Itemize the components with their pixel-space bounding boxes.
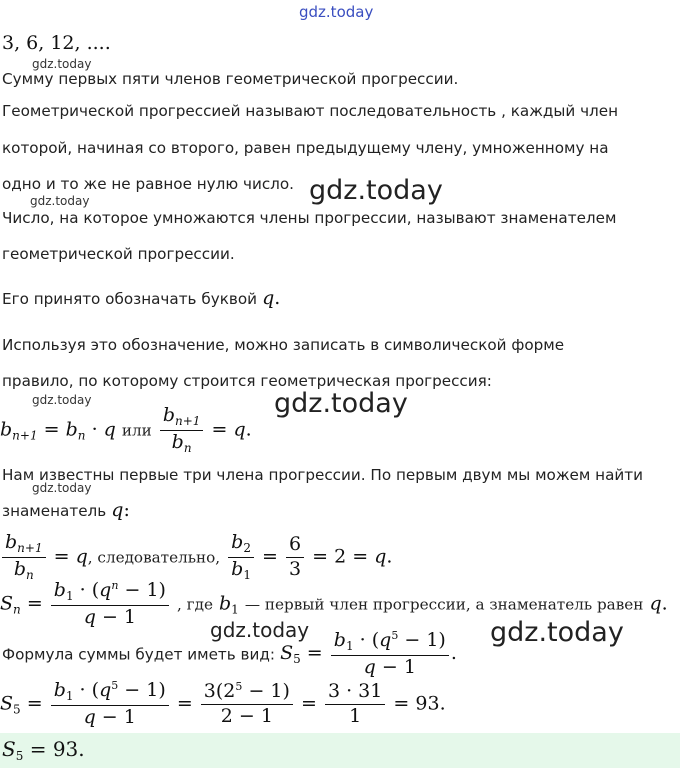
paragraph-line: Нам известны первые три члена прогрессии. По первым двум мы можем найти [2,466,643,484]
sum-formula: $S_n$ = $\frac{b_1 \cdot (q^n - 1)}{q - 1}$ , где $b_1$ — первый член прогрессии, а знаменатель равен q. [0,579,668,628]
where-text: , где [177,595,213,614]
s5-fraction: $\frac{b_1 \cdot (q^5 - 1)}{q - 1}$ [331,630,449,679]
six-three-fraction: $\frac{6}{3}$ [286,534,304,581]
consequently-text: , следовательно, [87,548,221,567]
calc-fraction-1: $\frac{b_1 \cdot (q^5 - 1)}{q - 1}$ [51,680,169,729]
answer-value: = 93. [29,737,85,761]
paragraph-line: правило, по которому строится геометрическая прогрессия: [2,372,492,390]
ratio-fraction: $\frac{b_{n+1}}{b_n}$ [160,405,204,456]
s5-calculation: $S_5$ = $\frac{b_1 \cdot (q^5 - 1)}{q - 1}$ = $\frac{3(2^5 - 1)}{2 - 1}$ = $\frac{3 \cdot 31}{1}$ = 93. [0,679,446,728]
equals: = [211,418,228,441]
sequence: 3, 6, 12, .... [2,32,111,54]
watermark-medium: gdz.today [210,618,310,642]
paragraph-text: знаменатель [2,502,107,520]
watermark-small: gdz.today [32,57,92,71]
q-symbol: q [111,499,124,521]
subscript: n [77,428,86,443]
rule-formula: $b_{n+1} = b_n \cdot q$ или $\frac{b_{n+1}}{b_n}$ = q. [0,404,252,455]
watermark-small: gdz.today [32,481,92,495]
result-value: 93 [415,692,440,715]
formula-intro-line: Формула суммы будет иметь вид: $S_5$ = $\frac{b_1 \cdot (q^5 - 1)}{q - 1}$ . [2,629,457,678]
calc-fraction-3: $\frac{3 \cdot 31}{1}$ [325,681,385,728]
equals: = [43,418,60,441]
watermark-small: gdz.today [30,194,90,208]
paragraph-line: Число, на которое умножаются члены прогрессии, называют знаменателем [2,209,617,227]
paragraph-line: которой, начиная со второго, равен предыдущему члену, умноженному на [2,139,609,157]
or-text: или [121,421,152,440]
answer-box [0,733,680,768]
watermark-small: gdz.today [32,393,92,407]
b-symbol: b [0,418,13,441]
b-symbol: b [65,418,78,441]
denominator-line: знаменатель q: [2,499,130,521]
paragraph-line: Используя это обозначение, можно записать в символической форме [2,336,565,354]
paragraph-line: геометрической прогрессии. [2,245,235,263]
task-question: Сумму первых пяти членов геометрической прогрессии. [2,70,459,88]
watermark-large: gdz.today [274,388,408,419]
answer-subscript: 5 [15,749,24,763]
q-symbol: q [233,418,246,441]
answer-label: S [2,737,16,761]
paragraph-line: Геометрической прогрессией называют последовательность , каждый член [2,102,619,120]
watermark-large: gdz.today [309,175,443,206]
subscript: n+1 [12,428,38,443]
paragraph-text: Его принято обозначать буквой [2,290,257,308]
period: . [274,287,281,309]
formula-intro-text: Формула суммы будет иметь вид: [2,645,275,664]
dot: · [91,418,98,441]
denote-line [2,287,280,309]
paragraph-line: одно и то же не равное нулю число. [2,175,295,193]
answer-text [2,737,85,763]
q-symbol: q [262,287,275,309]
first-member-text: — первый член прогрессии, а знаменатель равен [244,595,644,614]
q-symbol: q [103,418,116,441]
q-computation: $\frac{b_{n+1}}{b_n}$ = q, следовательно, $\frac{b_2}{b_1}$ = $\frac{6}{3}$ = 2 = q. [0,532,392,583]
ratio-fraction: $\frac{b_{n+1}}{b_n}$ [2,532,46,583]
watermark-large: gdz.today [490,617,624,648]
sum-fraction: $\frac{b_1 \cdot (q^n - 1)}{q - 1}$ [51,580,169,629]
watermark-top: gdz.today [299,3,374,21]
b2-b1-fraction: $\frac{b_2}{b_1}$ [228,532,254,583]
calc-fraction-2: $\frac{3(2^5 - 1)}{2 - 1}$ [201,681,293,728]
